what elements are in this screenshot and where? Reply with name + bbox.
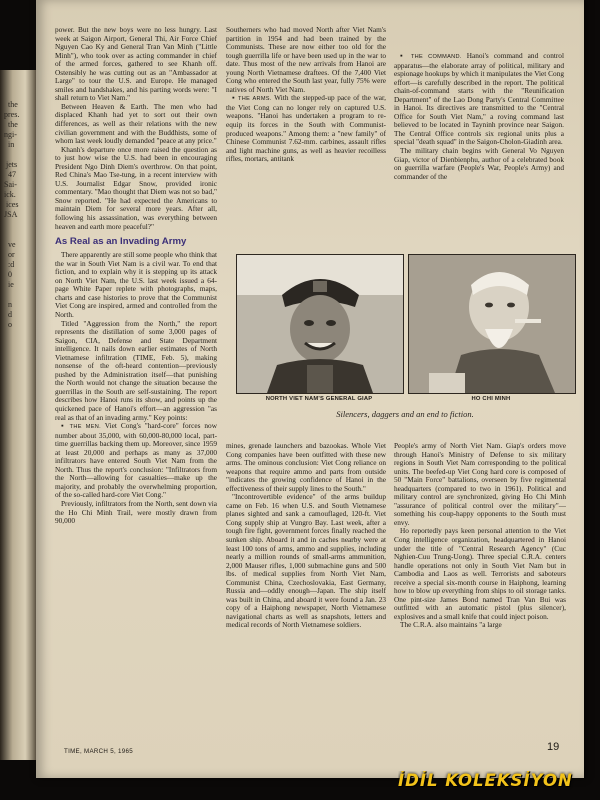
previous-page-fragments: the pres. the ngi- in jets 47 Sai- ick. ices JSA ve or :d 0 ie n d o [4, 100, 20, 329]
column-middle-bottom [226, 442, 386, 772]
paragraph: "Incontrovertible evidence" of the arms buildup came on Feb. 16 when U.S. and South Vietnamese planes sighted and sank a camouflaged, 120-ft. Viet Cong supply ship at Vungro Bay. Last week, after a tough fire fight, government forces finally reached the sunken ship. Aboard it and in caches nearby were at least 100 tons of arms, ammo and supplies, including nearly a million rounds of small-arms ammunition, 2,000 Mauser rifles, 1,000 submachine guns and 500 lbs. of medical supplies from North Viet Nam, Communist China, Czechoslovakia, East Germany, Russia and—oddly enough—Japan. The ship itself was built in China, and aboard it were found a Jan. 23 copy of a Haiphong newspaper, North Vietnamese navigational charts as well as snapshots, letters and medical records of North Vietnamese soldiers. [226, 492, 386, 630]
paragraph: People's army of North Viet Nam. Giap's orders move through Hanoi's Ministry of Defense to six military regions in South Viet Nam corresponding to the political units. The beefed-up Viet Cong hard core is composed of 50 "Main Force" battalions, overseen by five regimental headquarters (compared to two in 1961). Political and military control are synchronized, giving Ho Chi Minh "assurance of political control over the military"—something his coup-happy opponents to the South must envy. [394, 442, 566, 527]
paragraph: Southerners who had moved North after Viet Nam's partition in 1954 and had been trained by the Communists. These are now either too old for the tough guerrilla life or have been used up in the war to date. Thus most of the new arrivals from Hanoi are young North Vietnamese draftees. Of the 7,400 Viet Cong who entered the South last year, fully 75% were natives of North Viet Nam. [226, 26, 386, 94]
paragraph: Between Heaven & Earth. The men who had displaced Khanh had yet to sort out their own differences, as well as their relations with the new civilian government and with the Buddhists, some of whom last week loudly demanded "peace at any price." [55, 101, 217, 146]
key-point-label: THE ARMS. [238, 96, 272, 103]
portrait-giap-illustration [237, 255, 403, 393]
column-left [55, 26, 217, 768]
key-point-label: THE MEN. [69, 424, 101, 431]
page-number: 19 [547, 741, 560, 753]
previous-page-edge [0, 70, 36, 760]
paragraph: mines, grenade launchers and bazookas. Whole Viet Cong companies have been outfitted with these new arms. The ominous conclusion: Viet Cong reliance on weapons that require ammo and parts from outside "indicates the growing confidence of Hanoi in the effectiveness of their supply lines to the South." [226, 442, 386, 493]
paragraph-command: ▪ THE COMMAND. Hanoi's command and control apparatus—the elaborate array of political, military and espionage hookups by which it manipulates the Viet Cong effort—is carefully described in the report. The political chain-of-command starts with the "Reunification Department" of the Lao Dong Party's Central Committee in Hanoi. Its directives are transmitted to the "Central Office for South Viet Nam," a roving command last believed to be located in Tayninh province near Saigon. The Central Office controls six regional units plus a special "death squad" in the Saigon-Cholon-Giadinh area. [394, 52, 564, 147]
paragraph: Previously, infiltrators from the North, sent down via the Ho Chi Minh Trail, were mostly drawn from 90,000 [55, 498, 217, 526]
photo-general-giap [236, 254, 404, 394]
paragraph: The C.R.A. also maintains "a large [400, 620, 502, 630]
paragraph: power. But the new boys were no less hungry. Last week at Saigon Airport, General Thi, Air Force Chief Nguyen Cao Ky and General Tran Van Minh ("Little Minh"), who took over as acting commander in chief of the armed forces, gathered to see Khanh off. Ostensibly he was cutting out as an "Ambassador at Large" to tour the U.S. and Europe. He managed smiles and handshakes, and his parting words were: "I shall return to Viet Nam." [55, 26, 217, 103]
column-middle-top [226, 26, 386, 256]
portrait-ho-illustration [409, 255, 575, 393]
column-right-top [394, 52, 564, 250]
paragraph-men: ▪ THE MEN. Viet Cong's "hard-core" forces now number about 35,000, with 60,000-80,000 local, part-time guerrillas backing them up. Moreover, since 1959 at least 20,000 and perhaps as many as 37,000 infiltrators have entered South Viet Nam from the North. Thus the report's conclusion: "Infiltrators from the North—allowing for casualties—make up the majority, and probably the overwhelming proportion, of the so-called hard-core Viet Cong." [55, 421, 217, 500]
paragraph: Ho reportedly pays keen personal attention to the Viet Cong intelligence organization, headquartered in Hanoi under the title of "Central Research Agency" (Cuc Nghien-Cuu Trung-Uong). Three special C.R.A. centers handle operations not only in South Viet Nam but in Cambodia and Laos as well. Terrorists and saboteurs receive a special six-month course in Haiphong, learning how to blow up everything from ships to oil storage tanks. One pint-size James Bond named Tran Van Bui was outfitted with an automatic pistol (plus silencer), explosives and a small knife that could inject poison. [394, 526, 566, 621]
key-point-label: THE COMMAND. [410, 54, 462, 60]
photo-subcaption: Silencers, daggers and an end to fiction. [336, 409, 474, 419]
photo-ho-chi-minh [408, 254, 576, 394]
photo-caption-ho: HO CHI MINH [471, 396, 511, 402]
paragraph: There apparently are still some people who think that the war in South Viet Nam is a civil war. To end that fiction, and to explain why it is stepping up its attack on North Viet Nam, the U.S. last week issued a 64-page White Paper replete with photographs, maps, charts and case histories to prove that the Communist Viet Cong are inspired, armed and controlled from the North. [55, 250, 217, 319]
footer-issue-date: TIME, MARCH 5, 1965 [64, 748, 133, 755]
paragraph-arms: ▪ THE ARMS. With the stepped-up pace of the war, the Viet Cong can no longer rely on captured U.S. weapons. "Hanoi has undertaken a program to re-equip its forces in the South with Communist-produced weapons." Among them: a "new family" of Chinese Communist 7.62-mm. carbines, assault rifles and light machine guns, as well as heavier recoilless rifles, mortars, antitank [226, 93, 386, 164]
paragraph: Titled "Aggression from the North," the report represents the distillation of some 3,000 pages of Saigon, CIA, Defense and State Department intelligence. It nails down earlier estimates of North Vietnamese infiltration (TIME, Feb. 5), making nonsense of the oft-heard contention—previously pushed by the Administration itself—that punishing the North would not change the situation because the guerrillas in the South are self-sustaining. The report describes how Hanoi runs its show, and points up the quickened pace of Hanoi's effort—an aggression "as real as that of an invading army." Key points: [55, 318, 217, 422]
column-right-bottom [394, 442, 566, 772]
section-subhead: As Real as an Invading Army [55, 236, 187, 248]
watermark-text: İDİL KOLEKSİYON [398, 771, 573, 790]
paragraph: The military chain begins with General Vo Nguyen Giap, victor of Dienbienphu, author of a celebrated book on guerrilla warfare (People's War, People's Army) and commander of the [394, 146, 564, 181]
paragraph: Khanh's departure once more raised the question as to just how wise the U.S. had been in encouraging President Ngo Dinh Diem's overthrow. On that point, Red China's Mao Tse-tung, in a recent interview with U.S. Journalist Edgar Snow, provided ironic commentary. "Mao thought that Diem was not so bad," Snow reported. "He had expected the Americans to maintain Diem for several more years. After all, following his assassination, was everything between heaven and earth more peaceful?" [55, 144, 217, 231]
photo-caption-giap: NORTH VIET NAM'S GENERAL GIAP [265, 396, 373, 402]
magazine-page [36, 0, 584, 778]
